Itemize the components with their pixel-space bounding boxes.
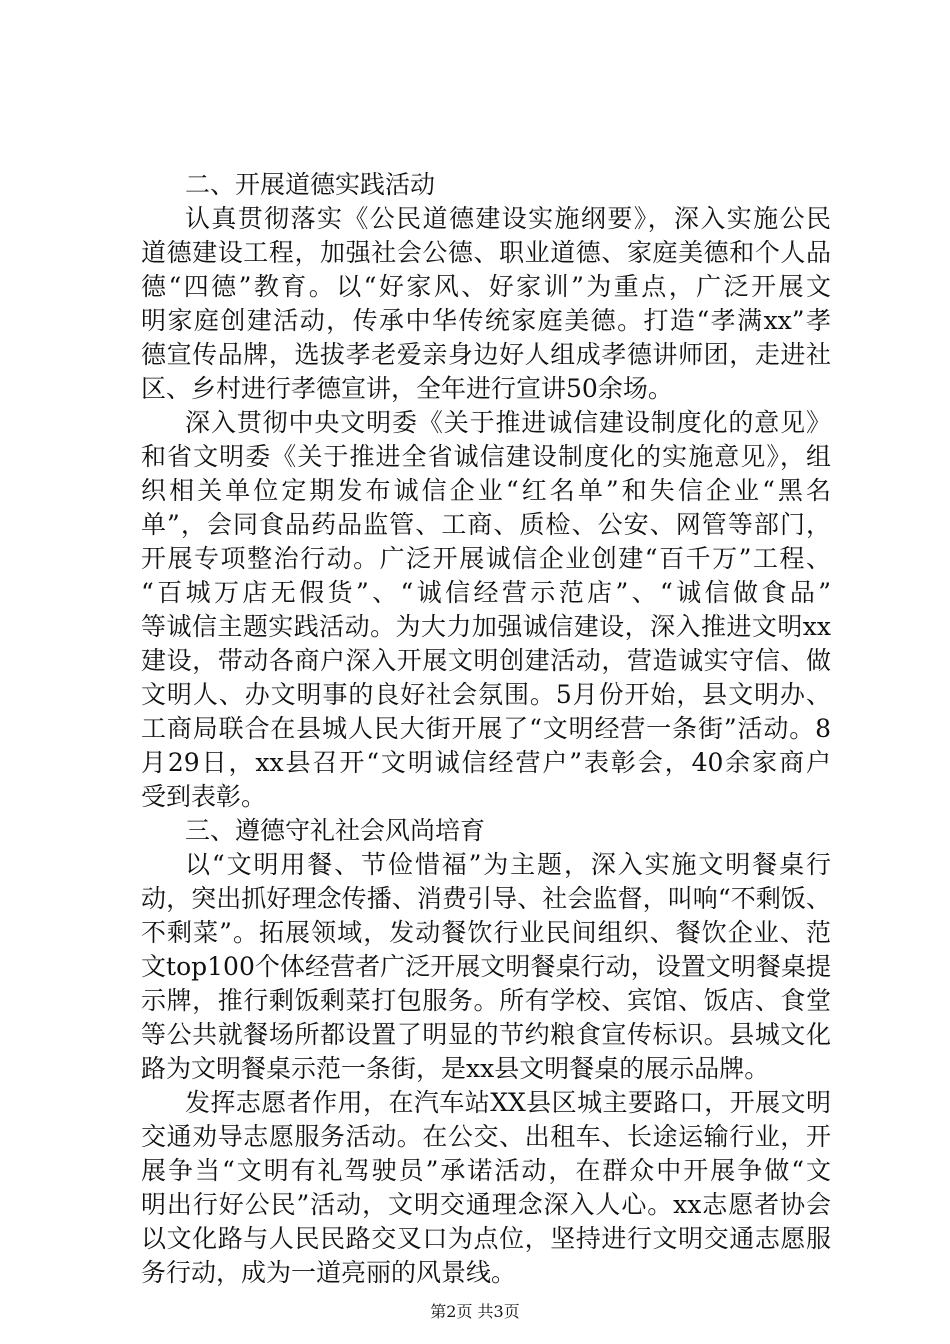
- paragraph-line: 明出行好公民”活动，文明交通理念深入人心。xx志愿者协会: [141, 1190, 831, 1219]
- paragraph-line: 等公共就餐场所都设置了明显的节约粮食宣传标识。县城文化: [141, 1020, 831, 1049]
- paragraph-line: 德宣传品牌，选拔孝老爱亲身边好人组成孝德讲师团，走进社: [141, 340, 831, 369]
- section-heading: 二、开展道德实践活动: [185, 170, 436, 199]
- paragraph-line: 开展专项整治行动。广泛开展诚信企业创建“百千万”工程、: [141, 544, 831, 573]
- section-heading: 三、遵德守礼社会风尚培育: [185, 816, 486, 845]
- paragraph-line: “百城万店无假货”、“诚信经营示范店”、“诚信做食品”: [141, 578, 831, 607]
- paragraph-line: 区、乡村进行孝德宣讲，全年进行宣讲50余场。: [141, 374, 673, 403]
- paragraph-line: 不剩菜”。拓展领域，发动餐饮行业民间组织、餐饮企业、范: [141, 918, 831, 947]
- paragraph-line: 工商局联合在县城人民大街开展了“文明经营一条街”活动。8: [141, 714, 831, 743]
- paragraph-line: 文top100个体经营者广泛开展文明餐桌行动，设置文明餐桌提: [141, 952, 831, 981]
- document-body: [141, 168, 831, 1290]
- page-number: 第2页 共3页: [430, 1302, 520, 1321]
- paragraph-line: 以文化路与人民民路交叉口为点位，坚持进行文明交通志愿服: [141, 1224, 831, 1253]
- paragraph-line: 交通劝导志愿服务活动。在公交、出租车、长途运输行业，开: [141, 1122, 831, 1151]
- paragraph-line: 动，突出抓好理念传播、消费引导、社会监督，叫响“不剩饭、: [141, 884, 831, 913]
- paragraph-line: 路为文明餐桌示范一条街，是xx县文明餐桌的展示品牌。: [141, 1054, 770, 1083]
- paragraph-line: 示牌，推行剩饭剩菜打包服务。所有学校、宾馆、饭店、食堂: [141, 986, 831, 1015]
- paragraph-line: 认真贯彻落实《公民道德建设实施纲要》，深入实施公民: [185, 204, 831, 233]
- paragraph-line: 务行动，成为一道亮丽的风景线。: [141, 1258, 517, 1287]
- paragraph-line: 德“四德”教育。以“好家风、好家训”为重点，广泛开展文: [141, 272, 831, 301]
- paragraph-line: 和省文明委《关于推进全省诚信建设制度化的实施意见》，组: [141, 442, 831, 471]
- paragraph-line: 发挥志愿者作用，在汽车站XX县区城主要路口，开展文明: [185, 1088, 831, 1117]
- paragraph-line: 织相关单位定期发布诚信企业“红名单”和失信企业“黑名: [141, 476, 831, 505]
- paragraph-line: 单”，会同食品药品监管、工商、质检、公安、网管等部门，: [141, 510, 831, 539]
- paragraph-line: 以“文明用餐、节俭惜福”为主题，深入实施文明餐桌行: [185, 850, 831, 879]
- paragraph-line: 文明人、办文明事的良好社会氛围。5月份开始，县文明办、: [141, 680, 831, 709]
- paragraph-line: 等诚信主题实践活动。为大力加强诚信建设，深入推进文明xx: [141, 612, 831, 641]
- paragraph-line: 受到表彰。: [141, 782, 267, 811]
- paragraph-line: 月29日，xx县召开“文明诚信经营户”表彰会，40余家商户: [141, 748, 831, 777]
- paragraph-line: 建设，带动各商户深入开展文明创建活动，营造诚实守信、做: [141, 646, 831, 675]
- paragraph-line: 明家庭创建活动，传承中华传统家庭美德。打造“孝满xx”孝: [141, 306, 831, 335]
- paragraph-line: 展争当“文明有礼驾驶员”承诺活动，在群众中开展争做“文: [141, 1156, 831, 1185]
- paragraph-line: 道德建设工程，加强社会公德、职业道德、家庭美德和个人品: [141, 238, 831, 267]
- paragraph-line: 深入贯彻中央文明委《关于推进诚信建设制度化的意见》: [185, 408, 831, 437]
